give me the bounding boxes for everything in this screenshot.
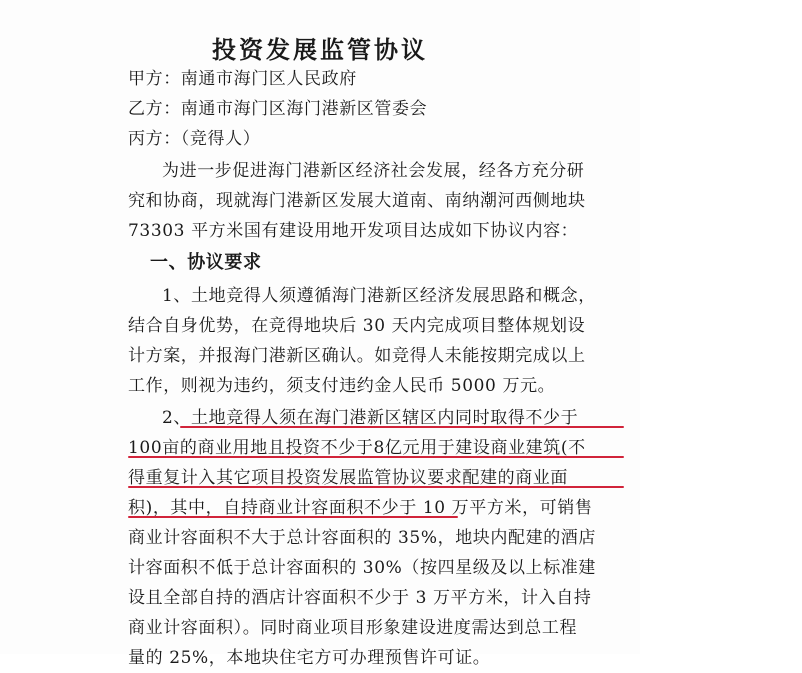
highlight-underline-2 [128, 456, 624, 458]
highlight-underline-4 [128, 516, 458, 518]
clause2-line-5: 商业计容面积不大于总计容面积的 35%，地块内配建的酒店 [128, 528, 596, 548]
party-c: 丙方：（竞得人） [128, 129, 261, 149]
highlight-underline-1 [180, 426, 624, 428]
clause1-line-1: 1、土地竞得人须遵循海门港新区经济发展思路和概念， [162, 286, 596, 306]
clause1-line-2: 结合自身优势，在竞得地块后 30 天内完成项目整体规划设 [128, 316, 586, 336]
clause1-line-3: 计方案，并报海门港新区确认。如竞得人未能按期完成以上 [128, 346, 586, 366]
intro-line-2: 究和协商，现就海门港新区发展大道南、南纳潮河西侧地块 [128, 191, 586, 211]
clause2-line-7: 设且全部自持的酒店计容面积不少于 3 万平方米，计入自持 [128, 588, 592, 608]
clause2-line-9: 量的 25%，本地块住宅方可办理预售许可证。 [128, 648, 491, 668]
party-b: 乙方：南通市海门区海门港新区管委会 [128, 99, 428, 119]
intro-line-3: 73303 平方米国有建设用地开发项目达成如下协议内容： [128, 221, 579, 241]
clause2-line-8: 商业计容面积）。同时商业项目形象建设进度需达到总工程 [128, 618, 578, 638]
highlight-underline-3 [128, 486, 624, 488]
intro-line-1: 为进一步促进海门港新区经济社会发展，经各方充分研 [162, 161, 585, 181]
party-a: 甲方：南通市海门区人民政府 [128, 69, 357, 89]
clause2-line-1: 2、土地竞得人须在海门港新区辖区内同时取得不少于 [162, 408, 579, 428]
clause2-line-6: 计容面积不低于总计容面积的 30%（按四星级及以上标准建 [128, 558, 596, 578]
clause2-line-2: 100亩的商业用地且投资不少于8亿元用于建设商业建筑(不 [128, 438, 586, 458]
document-title: 投资发展监管协议 [212, 36, 428, 64]
clause2-line-3: 得重复计入其它项目投资发展监管协议要求配建的商业面 [128, 468, 568, 488]
section-heading: 一、协议要求 [150, 252, 262, 273]
clause1-line-4: 工作，则视为违约，须支付违约金人民币 5000 万元。 [128, 376, 556, 396]
clause2-line-4: 积)，其中，自持商业计容面积不少于 10 万平方米，可销售 [128, 498, 593, 518]
